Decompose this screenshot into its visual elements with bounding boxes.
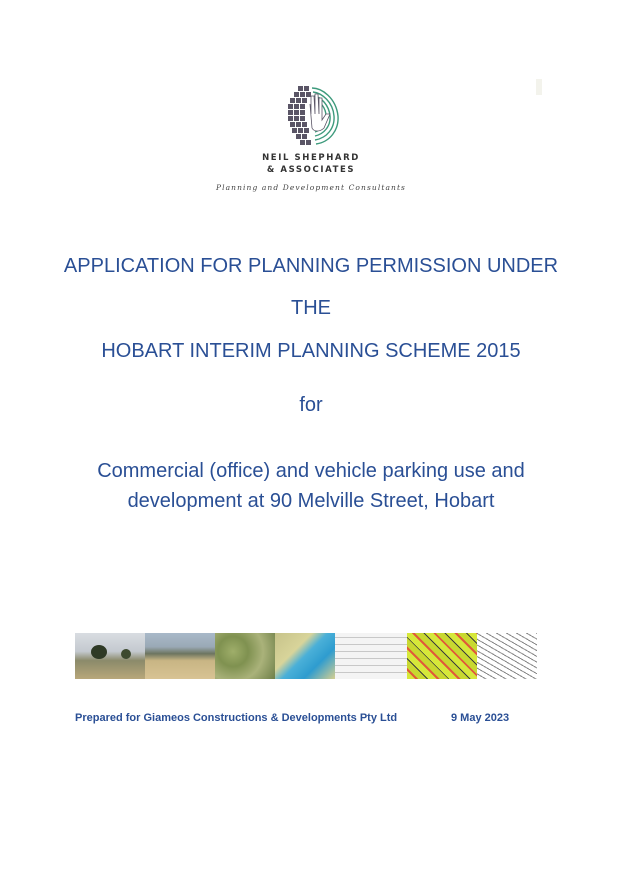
subdivision-plan — [477, 633, 537, 679]
subject-line1: Commercial (office) and vehicle parking use and — [97, 460, 525, 482]
hand-logo-icon — [284, 84, 340, 146]
title-line3: HOBART INTERIM PLANNING SCHEME 2015 — [101, 340, 521, 362]
title-line1: APPLICATION FOR PLANNING PERMISSION UNDER — [63, 255, 559, 277]
landscape-photo — [75, 633, 145, 679]
subject-line2: development at 90 Melville Street, Hobart — [127, 490, 495, 512]
aerial-map — [215, 633, 275, 679]
firm-name-line2: & ASSOCIATES — [266, 165, 356, 175]
subject — [20, 456, 602, 516]
title-line4: for — [299, 394, 323, 416]
title-line2: THE — [291, 297, 331, 319]
firm-tagline: Planning and Development Consultants — [215, 183, 407, 192]
page-mark — [536, 79, 542, 95]
document-date: 9 May 2023 — [451, 712, 510, 724]
paddock-photo — [145, 633, 215, 679]
site-plan-drawing — [335, 633, 407, 679]
zoning-map — [407, 633, 477, 679]
firm-name-line1: NEIL SHEPHARD — [262, 153, 360, 163]
image-strip — [75, 633, 537, 679]
prepared-for: Prepared for Giameos Constructions & Developments Pty Ltd — [75, 712, 398, 724]
topographic-map — [275, 633, 335, 679]
